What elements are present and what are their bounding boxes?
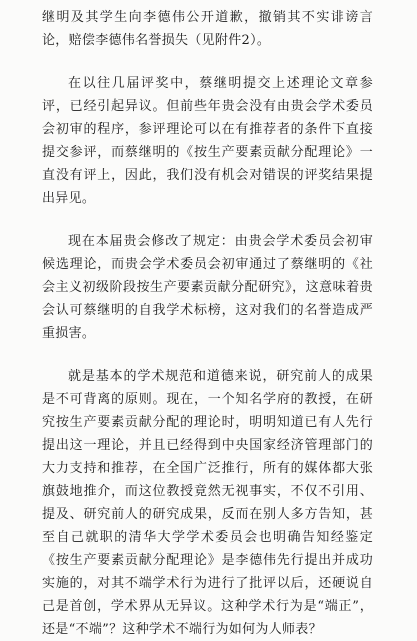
paragraph-prior-awards: 在以往几届评奖中，蔡继明提交上述理论文章参评，已经引起异议。但前些年贵会没有由贵会学术委员会初审的程序，参评理论可以在有推荐者的条件下直接提交参评，而蔡继明的《按生产要素贡献分配理论》一直没有评上，因此，我们没有机会对错误的评奖结果提出异见。 (42, 76, 373, 206)
paragraph-academic-norms: 就是基本的学术规范和道德来说，研究前人的成果是不可背离的原则。现在，一个知名学府的教授，在研究按生产要素贡献分配的理论时，明明知道已有人先行提出这一理论，并且已经得到中央国家经济管理部门的大力支持和推荐，在全国广泛推行，所有的媒体都大张旗鼓地推介，而这位教授竟然无视事实，不仅不引用、提及、研究前人的研究成果，反而在别人多方告知，甚至自己就职的清华大学学术委员会也明确告知经鉴定《按生产要素贡献分配理论》是李德伟先行提出并成功实施的，对其不端学术行为进行了批评以后，还硬说自己是首创，学术界从无异议。这种学术行为是“端正”，还是“不端”？这种学术不端行为如何为人师表？ (42, 369, 373, 637)
paragraph-continuation: 继明及其学生向李德伟公开道歉，撤销其不实诽谤言论，赔偿李德伟名誉损失（见附件2）。 (42, 10, 373, 48)
paragraph-gap (42, 345, 373, 365)
paragraph-gap (42, 210, 373, 230)
paragraph-gap (42, 52, 373, 72)
paragraph-rule-change: 现在本届贵会修改了规定：由贵会学术委员会初审候选理论，而贵会学术委员会初审通过了蔡继明的《社会主义初级阶段按生产要素贡献分配研究》，这意味着贵会认可蔡继明的自我学术标榜，这对我们的名誉造成严重损害。 (42, 234, 373, 341)
